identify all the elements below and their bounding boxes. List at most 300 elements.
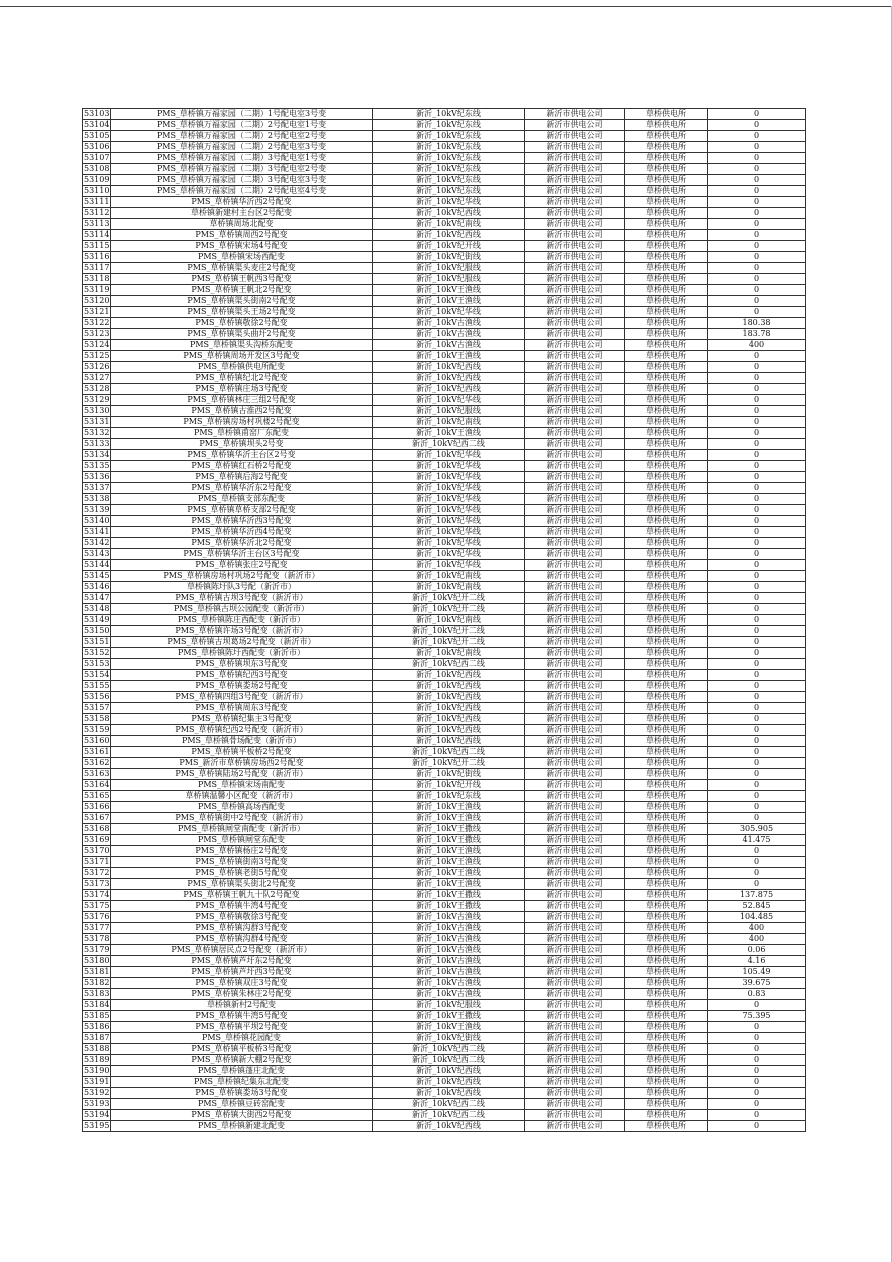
company-cell: 新沂市供电公司: [525, 648, 625, 659]
table-row: [83, 868, 806, 879]
feeder-line-cell: 新沂_10kV纪华线: [373, 483, 525, 494]
feeder-line-cell: 新沂_10kV纪东线: [373, 186, 525, 197]
transformer-name-cell: PMS_草桥镇居民点2号配变（新沂市）: [111, 945, 373, 956]
company-cell: 新沂市供电公司: [525, 318, 625, 329]
company-cell: 新沂市供电公司: [525, 1099, 625, 1110]
company-cell: 新沂市供电公司: [525, 483, 625, 494]
table-row: [83, 1110, 806, 1121]
value-cell: 0.83: [708, 989, 806, 1000]
company-cell: 新沂市供电公司: [525, 186, 625, 197]
station-cell: 草桥供电所: [625, 549, 708, 560]
table-row: [83, 538, 806, 549]
station-cell: 草桥供电所: [625, 208, 708, 219]
value-cell: 0: [708, 263, 806, 274]
transformer-name-cell: PMS_草桥镇平板桥3号配变: [111, 1044, 373, 1055]
row-id-cell: 53136: [84, 472, 110, 481]
row-id-cell: 53160: [84, 736, 110, 745]
table-row: [83, 1011, 806, 1022]
value-cell: 0: [708, 1088, 806, 1099]
row-id-cell: 53175: [84, 901, 110, 910]
transformer-name-cell: PMS_草桥镇朱林庄2号配变: [111, 989, 373, 1000]
value-cell: 0: [708, 659, 806, 670]
company-cell: 新沂市供电公司: [525, 670, 625, 681]
station-cell: 草桥供电所: [625, 813, 708, 824]
value-cell: 0: [708, 494, 806, 505]
company-cell: 新沂市供电公司: [525, 747, 625, 758]
company-cell: 新沂市供电公司: [525, 879, 625, 890]
table-row: [83, 703, 806, 714]
value-cell: 400: [708, 934, 806, 945]
transformer-name-cell: PMS_草桥镇高场西配变: [111, 802, 373, 813]
company-cell: 新沂市供电公司: [525, 956, 625, 967]
value-cell: 0: [708, 846, 806, 857]
feeder-line-cell: 新沂_10kV纪开二线: [373, 637, 525, 648]
table-row: [83, 516, 806, 527]
company-cell: 新沂市供电公司: [525, 395, 625, 406]
station-cell: 草桥供电所: [625, 1110, 708, 1121]
value-cell: 0: [708, 164, 806, 175]
value-cell: 75.395: [708, 1011, 806, 1022]
feeder-line-cell: 新沂_10kV纪开线: [373, 780, 525, 791]
value-cell: 104.485: [708, 912, 806, 923]
row-id-cell: 53151: [84, 637, 110, 646]
company-cell: 新沂市供电公司: [525, 868, 625, 879]
feeder-line-cell: 新沂_10kV纪华线: [373, 494, 525, 505]
station-cell: 草桥供电所: [625, 1088, 708, 1099]
table-row: [83, 505, 806, 516]
company-cell: 新沂市供电公司: [525, 945, 625, 956]
station-cell: 草桥供电所: [625, 230, 708, 241]
transformer-name-cell: PMS_草桥镇王帆西3号配变: [111, 274, 373, 285]
table-row: [83, 131, 806, 142]
value-cell: 0: [708, 197, 806, 208]
station-cell: 草桥供电所: [625, 439, 708, 450]
row-id-cell: 53126: [84, 362, 110, 371]
row-id-cell: 53152: [84, 648, 110, 657]
company-cell: 新沂市供电公司: [525, 461, 625, 472]
transformer-name-cell: PMS_草桥镇老街5号配变: [111, 868, 373, 879]
station-cell: 草桥供电所: [625, 472, 708, 483]
station-cell: 草桥供电所: [625, 989, 708, 1000]
row-id-cell: 53142: [84, 538, 110, 547]
row-id-cell: 53167: [84, 813, 110, 822]
station-cell: 草桥供电所: [625, 516, 708, 527]
company-cell: 新沂市供电公司: [525, 582, 625, 593]
row-id-cell: 53154: [84, 670, 110, 679]
table-row: [83, 1066, 806, 1077]
value-cell: 0: [708, 648, 806, 659]
row-id-cell: 53181: [84, 967, 110, 976]
table-row: [83, 692, 806, 703]
transformer-name-cell: PMS_草桥镇骨场配变（新沂市）: [111, 736, 373, 747]
row-id-cell: 53138: [84, 494, 110, 503]
table-row: [83, 835, 806, 846]
station-cell: 草桥供电所: [625, 142, 708, 153]
value-cell: 0: [708, 483, 806, 494]
table-row: [83, 494, 806, 505]
row-id-cell: 53184: [84, 1000, 110, 1009]
value-cell: 52.845: [708, 901, 806, 912]
transformer-name-cell: PMS_草桥镇陆场2号配变（新沂市）: [111, 769, 373, 780]
station-cell: 草桥供电所: [625, 615, 708, 626]
row-id-cell: 53107: [84, 153, 110, 162]
table-row: [83, 318, 806, 329]
table-row: [83, 824, 806, 835]
station-cell: 草桥供电所: [625, 329, 708, 340]
transformer-name-cell: PMS_草桥镇宋场南配变: [111, 780, 373, 791]
feeder-line-cell: 新沂_10kV纪西二线: [373, 439, 525, 450]
transformer-name-cell: PMS_草桥镇周场开发区3号配变: [111, 351, 373, 362]
table-row: [83, 417, 806, 428]
station-cell: 草桥供电所: [625, 219, 708, 230]
feeder-line-cell: 新沂_10kV王撒线: [373, 835, 525, 846]
company-cell: 新沂市供电公司: [525, 197, 625, 208]
table-row: [83, 626, 806, 637]
company-cell: 新沂市供电公司: [525, 384, 625, 395]
feeder-line-cell: 新沂_10kV古渔线: [373, 945, 525, 956]
station-cell: 草桥供电所: [625, 296, 708, 307]
value-cell: 0: [708, 780, 806, 791]
table-row: [83, 296, 806, 307]
value-cell: 0: [708, 692, 806, 703]
feeder-line-cell: 新沂_10kV纪服线: [373, 1000, 525, 1011]
feeder-line-cell: 新沂_10kV纪开二线: [373, 593, 525, 604]
transformer-name-cell: PMS_草桥镇庄场3号配变: [111, 384, 373, 395]
row-id-cell: 53116: [84, 252, 110, 261]
row-id-cell: 53192: [84, 1088, 110, 1097]
feeder-line-cell: 新沂_10kV纪华线: [373, 450, 525, 461]
company-cell: 新沂市供电公司: [525, 549, 625, 560]
transformer-name-cell: PMS_草桥镇草桥支部2号配变: [111, 505, 373, 516]
company-cell: 新沂市供电公司: [525, 714, 625, 725]
station-cell: 草桥供电所: [625, 164, 708, 175]
feeder-line-cell: 新沂_10kV纪西二线: [373, 1044, 525, 1055]
station-cell: 草桥供电所: [625, 1055, 708, 1066]
feeder-line-cell: 新沂_10kV纪西二线: [373, 659, 525, 670]
company-cell: 新沂市供电公司: [525, 307, 625, 318]
table-row: [83, 934, 806, 945]
row-id-cell: 53103: [84, 109, 110, 118]
feeder-line-cell: 新沂_10kV纪东线: [373, 791, 525, 802]
company-cell: 新沂市供电公司: [525, 857, 625, 868]
company-cell: 新沂市供电公司: [525, 329, 625, 340]
feeder-line-cell: 新沂_10kV纪华线: [373, 516, 525, 527]
top-border-line: [0, 6, 892, 7]
value-cell: 0: [708, 747, 806, 758]
station-cell: 草桥供电所: [625, 604, 708, 615]
company-cell: 新沂市供电公司: [525, 175, 625, 186]
value-cell: 0: [708, 505, 806, 516]
row-id-cell: 53143: [84, 549, 110, 558]
value-cell: 39.675: [708, 978, 806, 989]
company-cell: 新沂市供电公司: [525, 439, 625, 450]
value-cell: 0: [708, 285, 806, 296]
transformer-name-cell: PMS_草桥镇渠头沟桥东配变: [111, 340, 373, 351]
transformer-name-cell: PMS_草桥镇周西2号配变: [111, 230, 373, 241]
value-cell: 0: [708, 1022, 806, 1033]
table-row: [83, 1088, 806, 1099]
transformer-name-cell: PMS_草桥镇纪集东北配变: [111, 1077, 373, 1088]
station-cell: 草桥供电所: [625, 670, 708, 681]
table-row: [83, 604, 806, 615]
value-cell: 0: [708, 681, 806, 692]
company-cell: 新沂市供电公司: [525, 406, 625, 417]
station-cell: 草桥供电所: [625, 384, 708, 395]
transformer-name-cell: PMS_草桥镇万福家园（二期）3号配电室2号变: [111, 164, 373, 175]
row-id-cell: 53176: [84, 912, 110, 921]
company-cell: 新沂市供电公司: [525, 1022, 625, 1033]
row-id-cell: 53127: [84, 373, 110, 382]
transformer-name-cell: PMS_草桥镇古淮西2号配变: [111, 406, 373, 417]
table-row: [83, 384, 806, 395]
table-row: [83, 725, 806, 736]
feeder-line-cell: 新沂_10kV纪华线: [373, 472, 525, 483]
transformer-name-cell: PMS_草桥镇古坝葛场2号配变（新沂市）: [111, 637, 373, 648]
table-row: [83, 274, 806, 285]
table-row: [83, 549, 806, 560]
value-cell: 4.16: [708, 956, 806, 967]
table-row: [83, 846, 806, 857]
table-row: [83, 109, 806, 120]
row-id-cell: 53165: [84, 791, 110, 800]
transformer-name-cell: PMS_草桥镇华沂西3号配变: [111, 516, 373, 527]
company-cell: 新沂市供电公司: [525, 703, 625, 714]
row-id-cell: 53174: [84, 890, 110, 899]
station-cell: 草桥供电所: [625, 747, 708, 758]
transformer-name-cell: PMS_草桥镇纪集主3号配变: [111, 714, 373, 725]
value-cell: 0: [708, 351, 806, 362]
company-cell: 新沂市供电公司: [525, 1121, 625, 1132]
feeder-line-cell: 新沂_10kV古渔线: [373, 912, 525, 923]
row-id-cell: 53168: [84, 824, 110, 833]
row-id-cell: 53164: [84, 780, 110, 789]
value-cell: 0: [708, 142, 806, 153]
row-id-cell: 53148: [84, 604, 110, 613]
station-cell: 草桥供电所: [625, 560, 708, 571]
transformer-name-cell: PMS_草桥镇花园配变: [111, 1033, 373, 1044]
transformer-name-cell: PMS_草桥镇华沂北2号配变: [111, 538, 373, 549]
station-cell: 草桥供电所: [625, 879, 708, 890]
feeder-line-cell: 新沂_10kV王撒线: [373, 824, 525, 835]
value-cell: 0: [708, 879, 806, 890]
station-cell: 草桥供电所: [625, 186, 708, 197]
value-cell: 400: [708, 923, 806, 934]
station-cell: 草桥供电所: [625, 120, 708, 131]
value-cell: 0: [708, 725, 806, 736]
feeder-line-cell: 新沂_10kV古渔线: [373, 923, 525, 934]
station-cell: 草桥供电所: [625, 934, 708, 945]
feeder-line-cell: 新沂_10kV古渔线: [373, 329, 525, 340]
feeder-line-cell: 新沂_10kV纪东线: [373, 131, 525, 142]
table-row: [83, 901, 806, 912]
feeder-line-cell: 新沂_10kV纪西线: [373, 384, 525, 395]
feeder-line-cell: 新沂_10kV纪西线: [373, 1077, 525, 1088]
station-cell: 草桥供电所: [625, 131, 708, 142]
row-id-cell: 53123: [84, 329, 110, 338]
station-cell: 草桥供电所: [625, 395, 708, 406]
table-row: [83, 241, 806, 252]
table-row: [83, 714, 806, 725]
feeder-line-cell: 新沂_10kV纪服线: [373, 274, 525, 285]
value-cell: 0: [708, 208, 806, 219]
value-cell: 0: [708, 219, 806, 230]
feeder-line-cell: 新沂_10kV王渔线: [373, 802, 525, 813]
feeder-line-cell: 新沂_10kV纪开二线: [373, 758, 525, 769]
table-row: [83, 681, 806, 692]
transformer-load-table: [82, 108, 806, 1132]
feeder-line-cell: 新沂_10kV王撒线: [373, 901, 525, 912]
feeder-line-cell: 新沂_10kV纪南线: [373, 417, 525, 428]
feeder-line-cell: 新沂_10kV古渔线: [373, 934, 525, 945]
transformer-name-cell: PMS_草桥镇坝头2号变: [111, 439, 373, 450]
transformer-name-cell: PMS_草桥镇纪西2号配变（新沂市）: [111, 725, 373, 736]
feeder-line-cell: 新沂_10kV纪西线: [373, 230, 525, 241]
table-row: [83, 1022, 806, 1033]
value-cell: 0: [708, 175, 806, 186]
feeder-line-cell: 新沂_10kV纪东线: [373, 120, 525, 131]
company-cell: 新沂市供电公司: [525, 164, 625, 175]
value-cell: 0: [708, 417, 806, 428]
table-row: [83, 142, 806, 153]
feeder-line-cell: 新沂_10kV纪西线: [373, 208, 525, 219]
transformer-name-cell: PMS_草桥镇纪北2号配变: [111, 373, 373, 384]
value-cell: 0: [708, 384, 806, 395]
transformer-name-cell: PMS_草桥镇敬徐2号配变: [111, 318, 373, 329]
company-cell: 新沂市供电公司: [525, 769, 625, 780]
transformer-name-cell: PMS_草桥镇陈庄西配变（新沂市）: [111, 615, 373, 626]
value-cell: 0: [708, 428, 806, 439]
station-cell: 草桥供电所: [625, 923, 708, 934]
feeder-line-cell: 新沂_10kV纪东线: [373, 109, 525, 120]
transformer-name-cell: PMS_草桥镇街南3号配变: [111, 857, 373, 868]
transformer-name-cell: PMS_草桥镇甫窑厂东配变: [111, 428, 373, 439]
company-cell: 新沂市供电公司: [525, 494, 625, 505]
company-cell: 新沂市供电公司: [525, 802, 625, 813]
company-cell: 新沂市供电公司: [525, 791, 625, 802]
company-cell: 新沂市供电公司: [525, 934, 625, 945]
company-cell: 新沂市供电公司: [525, 604, 625, 615]
value-cell: 0: [708, 604, 806, 615]
table-row: [83, 219, 806, 230]
row-id-cell: 53109: [84, 175, 110, 184]
station-cell: 草桥供电所: [625, 274, 708, 285]
company-cell: 新沂市供电公司: [525, 824, 625, 835]
transformer-name-cell: PMS_草桥镇宋场西配变: [111, 252, 373, 263]
transformer-name-cell: PMS_新沂市草桥镇房场西2号配变: [111, 758, 373, 769]
table-row: [83, 802, 806, 813]
company-cell: 新沂市供电公司: [525, 615, 625, 626]
company-cell: 新沂市供电公司: [525, 593, 625, 604]
feeder-line-cell: 新沂_10kV王渔线: [373, 296, 525, 307]
row-id-cell: 53178: [84, 934, 110, 943]
transformer-name-cell: PMS_草桥镇万福家园（二期）1号配电室3号变: [111, 109, 373, 120]
value-cell: 0: [708, 538, 806, 549]
feeder-line-cell: 新沂_10kV古渔线: [373, 967, 525, 978]
value-cell: 0: [708, 549, 806, 560]
value-cell: 0: [708, 571, 806, 582]
transformer-name-cell: PMS_草桥镇牛湾5号配变: [111, 1011, 373, 1022]
company-cell: 新沂市供电公司: [525, 1055, 625, 1066]
row-id-cell: 53105: [84, 131, 110, 140]
table-row: [83, 879, 806, 890]
transformer-name-cell: PMS_草桥镇华沂主台区2号变: [111, 450, 373, 461]
company-cell: 新沂市供电公司: [525, 1077, 625, 1088]
transformer-name-cell: PMS_草桥镇杨庄2号配变: [111, 846, 373, 857]
company-cell: 新沂市供电公司: [525, 912, 625, 923]
table-row: [83, 362, 806, 373]
table-row: [83, 945, 806, 956]
value-cell: 0: [708, 626, 806, 637]
station-cell: 草桥供电所: [625, 802, 708, 813]
table-row: [83, 175, 806, 186]
transformer-name-cell: PMS_草桥镇陈圩西配变（新沂市）: [111, 648, 373, 659]
value-cell: 0.06: [708, 945, 806, 956]
station-cell: 草桥供电所: [625, 406, 708, 417]
station-cell: 草桥供电所: [625, 626, 708, 637]
transformer-name-cell: PMS_草桥镇房场村巩场2号配变（新沂市）: [111, 571, 373, 582]
row-id-cell: 53132: [84, 428, 110, 437]
company-cell: 新沂市供电公司: [525, 560, 625, 571]
table-row: [83, 648, 806, 659]
row-id-cell: 53149: [84, 615, 110, 624]
feeder-line-cell: 新沂_10kV纪南线: [373, 648, 525, 659]
table-row: [83, 351, 806, 362]
company-cell: 新沂市供电公司: [525, 131, 625, 142]
station-cell: 草桥供电所: [625, 1099, 708, 1110]
row-id-cell: 53121: [84, 307, 110, 316]
transformer-name-cell: PMS_草桥镇林庄三组2号配变: [111, 395, 373, 406]
transformer-name-cell: PMS_草桥镇万福家园（二期）3号配电室1号变: [111, 153, 373, 164]
station-cell: 草桥供电所: [625, 868, 708, 879]
company-cell: 新沂市供电公司: [525, 571, 625, 582]
row-id-cell: 53129: [84, 395, 110, 404]
station-cell: 草桥供电所: [625, 373, 708, 384]
feeder-line-cell: 新沂_10kV纪西线: [373, 1121, 525, 1132]
value-cell: 0: [708, 472, 806, 483]
company-cell: 新沂市供电公司: [525, 274, 625, 285]
company-cell: 新沂市供电公司: [525, 362, 625, 373]
station-cell: 草桥供电所: [625, 109, 708, 120]
feeder-line-cell: 新沂_10kV纪西线: [373, 692, 525, 703]
company-cell: 新沂市供电公司: [525, 1011, 625, 1022]
transformer-name-cell: PMS_草桥镇新大棚2号配变: [111, 1055, 373, 1066]
row-id-cell: 53134: [84, 450, 110, 459]
table-row: [83, 527, 806, 538]
feeder-line-cell: 新沂_10kV纪西线: [373, 1066, 525, 1077]
transformer-name-cell: PMS_草桥镇纪西3号配变: [111, 670, 373, 681]
station-cell: 草桥供电所: [625, 307, 708, 318]
value-cell: 0: [708, 1099, 806, 1110]
transformer-name-cell: PMS_草桥镇闸堂南配变（新沂市）: [111, 824, 373, 835]
transformer-name-cell: PMS_草桥镇新建北配变: [111, 1121, 373, 1132]
value-cell: 0: [708, 758, 806, 769]
feeder-line-cell: 新沂_10kV纪华线: [373, 560, 525, 571]
feeder-line-cell: 新沂_10kV王渔线: [373, 857, 525, 868]
station-cell: 草桥供电所: [625, 450, 708, 461]
row-id-cell: 53166: [84, 802, 110, 811]
company-cell: 新沂市供电公司: [525, 340, 625, 351]
row-id-cell: 53112: [84, 208, 110, 217]
value-cell: 0: [708, 230, 806, 241]
table-row: [83, 890, 806, 901]
table-row: [83, 450, 806, 461]
company-cell: 新沂市供电公司: [525, 1088, 625, 1099]
table-row: [83, 153, 806, 164]
row-id-cell: 53186: [84, 1022, 110, 1031]
value-cell: 0: [708, 362, 806, 373]
row-id-cell: 53183: [84, 989, 110, 998]
value-cell: 0: [708, 857, 806, 868]
